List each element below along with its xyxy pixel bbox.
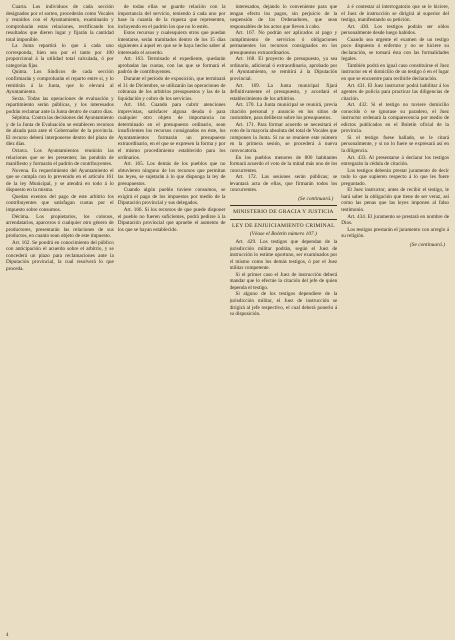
- paragraph: También podrá en igual caso constituirse el Juez instructor en el domicilio de un testigo ó en el lugar en que se encuentre para recibirle declaración.: [341, 62, 449, 83]
- paragraph: Art. 432. Si el testigo no tuviere domicilio conocido ó se ignorase su paradero, el Juez instructor ordenará la comparecencia por medio de edictos publicados en el Boletín oficial de la provincia.: [341, 102, 449, 135]
- paragraph: Art. 167. No podrán ser aplicados al pago y cumplimiento de servicios ó obligaciones permanentes los recursos consignados en los presupuestos extraordinarios.: [229, 30, 338, 56]
- paragraph: Sexta. Todas las operaciones de evaluación y repartimiento serán públicas, y los interesados podrán reclamar ante la Junta dentro de cuatro días.: [6, 95, 114, 115]
- paragraph: Art. 166. Si los recursos de que puede disponer el pueblo no fueren suficientes, podrá pedirse á la Diputación provincial que apruebe el aumento de los que se hayan establecido.: [117, 206, 226, 233]
- paragraph: Quinta. Los Síndicos de cada sección confirmarán y comprobarán el reparto entre sí, y lo remitirán á la Junta, que lo elevará al Ayuntamiento.: [6, 69, 114, 96]
- paragraph: La Junta repartirá lo que á cada uno corresponda, bien sea por el tanto por 100 proporcional á la utilidad total calculada, ó por categorías fijas.: [6, 43, 114, 69]
- paragraph: Cuando sea urgente el examen de un testigo poco dispuesto ó enfermo y no se hiciere su declaración, se tomará ésta con las formalidades legales.: [341, 36, 449, 63]
- paragraph: Octava. Los Ayuntamientos reunirán las relaciones que se les presenten; las pondrán de manifiesto y formarán el padrón de contribuyentes.: [6, 148, 114, 168]
- paragraph: Cuarta. Los individuos de cada sección designados por el sorteo, procederán como Vocales y reunidos con el Ayuntamiento, examinarán y comprobarán estas relaciones, rectificando los resultados que dieren lugar y fijarán la cantidad total imponible.: [6, 4, 114, 43]
- paragraph: Art. 168. El proyecto de presupuesto, ya sea ordinario, adicional ó extraordinario, aprobado por el Ayuntamiento, se remitirá á la Diputación provincial.: [229, 56, 338, 83]
- paragraph: Art. 429. Los testigos que dependan de la jurisdicción militar podrán, según el Juez de instrucción lo estime oportuno, ser examinados por el mismo como los demás testigos, ó por el Juez militar competente.: [229, 239, 338, 272]
- paragraph: Art. 169. La Junta municipal fijará definitivamente el presupuesto, y acordará el establecimiento de los arbitrios.: [229, 82, 338, 102]
- paragraph: interesados, dejando lo conveniente para que tengan efecto los pagos, sin perjuicio de la suspensión de los Ordenadores, que sean responsables de los actos que lleven á cabo.: [229, 4, 338, 30]
- column-3: [230, 4, 338, 636]
- paragraph: Art. 434. El juramento se prestará en nombre de Dios.: [341, 213, 449, 227]
- paragraph: Art. 171. Para formar acuerdo se necesitará el voto de la mayoría absoluta del total de Vocales que componen la Junta. Si no se reuniere este número en la primera sesión, se procederá á nueva convocatoria.: [229, 121, 338, 155]
- continuation-note: (Se continuará.): [409, 241, 445, 248]
- column-1: [6, 4, 114, 636]
- page-number: 4: [6, 633, 9, 638]
- paragraph: Art. 170. La Junta municipal se reunirá, previa citación personal y anuncio en los sitios de costumbre, para deliberar sobre los presupuestos.: [229, 102, 338, 122]
- law-note: (Véase el Boletín número 107.): [249, 230, 317, 237]
- divider: [230, 219, 338, 220]
- law-heading: LEY DE ENJUICIAMIENTO CRIMINAL: [231, 222, 335, 229]
- column-2: [118, 4, 226, 636]
- paragraph: Los testigos deberán prestar juramento de decir todo lo que supieren respecto á lo que les fuere preguntado.: [341, 167, 449, 187]
- paragraph: Art. 165. Los demás de los pueblos que no obtuvieren ninguno de los recursos que permitan las leyes, se sujetarán á lo que disponga la ley de presupuestos.: [117, 161, 226, 187]
- paragraph: Los testigos prestarán el juramento con arreglo á su religión.: [341, 226, 449, 240]
- paragraph: Décima. Los propietarios, los colonos, arrendatarios, aparceros ó cualquier otro género de productores, presentarán las relaciones de sus productos, en cuanto sean objeto de este impuesto.: [6, 213, 114, 240]
- paragraph: Art. 433. Al presentarse á declarar los testigos entregarán la cédula de citación.: [341, 154, 449, 168]
- divider: [230, 205, 338, 206]
- paragraph: Séptima. Contra las decisiones del Ayuntamiento y de la Junta de Evaluación se establecen recursos de alzada para ante el Gobernador de la provincia. El recurso deberá interponerse dentro del plazo de diez días.: [6, 115, 114, 148]
- paragraph: Si alguno de los testigos dependiere de la jurisdicción militar, el Juez de instrucción se dirigirá al jefe respectivo, el cual deberá ponerlo á su disposición.: [229, 291, 338, 318]
- paragraph: Quedan exentos del pago de este arbitrio los contribuyentes que satisfagan cuotas por el impuesto sobre consumos.: [6, 193, 114, 213]
- continuation-note: (Se continuará.): [298, 195, 334, 202]
- paragraph: Cuando algún pueblo tuviere consumos, se exigirá el pago de los impuestos por medio de la Diputación provincial y sus delegados.: [117, 187, 226, 207]
- ministry-title: MINISTERIO DE GRACIA Y JUSTICIA: [233, 209, 334, 216]
- paragraph: á é contestar al interrogatorio que se le hiciere, el Juez de instrucción se dirigirá al superior del testigo, manifestando su petición.: [341, 4, 449, 24]
- paragraph: Art. 172. Las sesiones serán públicas; se levantará acta de ellas, que firmarán todos los concurrentes.: [229, 174, 338, 194]
- paragraph: En los pueblos menores de 800 habitantes formará acuerdo el voto de la mitad más uno de los concurrentes.: [229, 154, 338, 174]
- paragraph: Si el primer caso el Juez de instrucción deberá mandar que lo efectúe la citación del jefe de quien dependa el testigo.: [229, 271, 338, 291]
- paragraph: Estos recursos y cualesquiera otros que puedan intentarse, serán tramitados dentro de los 15 días siguientes á aquel en que se le haya hecho saber al interesado el acuerdo.: [117, 30, 226, 56]
- paragraph: Art. 430. Los testigos podrán ser oídos personalmente desde luego habidos.: [341, 23, 449, 37]
- columns: [6, 4, 449, 636]
- paragraph: Art. 163. Terminado el expediente, quedarán aprobadas las cuotas, con las que se formará el padrón de contribuyentes.: [117, 56, 226, 76]
- paragraph: Durante el período de exposición, que terminará el 31 de Diciembre, se utilizarán las operaciones de cobranza de los arbitrios presupuestos y las de la liquidación y cobro de los servicios.: [117, 76, 226, 102]
- paragraph: Art. 431. El Juez instructor podrá habilitar á los agentes de policía para practicar las diligencias de citación.: [341, 82, 449, 102]
- column-4: [341, 4, 449, 636]
- paragraph: Art. 164. Cuando para cubrir atenciones imprevistas, satisfacer alguna deuda ó para cualquier otro objeto de importancia no determinado en el presupuesto ordinario, sean insuficientes los recursos consignados en éste, los Ayuntamientos formarán un presupuesto extraordinario, en el que se expresen la forma y por el mismo procedimiento establecido para los ordinarios.: [117, 102, 226, 161]
- paragraph: El Juez instructor, antes de recibir el testigo, le hará saber la obligación que tiene de ser veraz, así como las penas que las leyes imponen al falso testimonio.: [341, 187, 449, 213]
- paragraph: Art. 162. Se pondrá en conocimiento del público con anticipación el acuerdo sobre el arbitrio, y se concederá un plazo para reclamaciones ante la Diputación provincial, la cual resolverá lo que proceda.: [6, 239, 114, 272]
- paragraph: Si el testigo fuese hallado, se le citará personalmente, y si no lo fuere se expresará así en la diligencia.: [341, 134, 449, 155]
- paragraph: de todas ellas se guarde relación con la importancia del servicio, teniendo á cada uno por base la cuantía de la riqueza que representen, incluyendo en el padrón los que no lo estén.: [117, 4, 226, 30]
- paragraph: Novena. Es requerimiento del Ayuntamiento el que se cumpla con lo prevenido en el artículo 161 de la ley Municipal, y se atendrá en todo á lo dispuesto en la misma.: [6, 167, 114, 194]
